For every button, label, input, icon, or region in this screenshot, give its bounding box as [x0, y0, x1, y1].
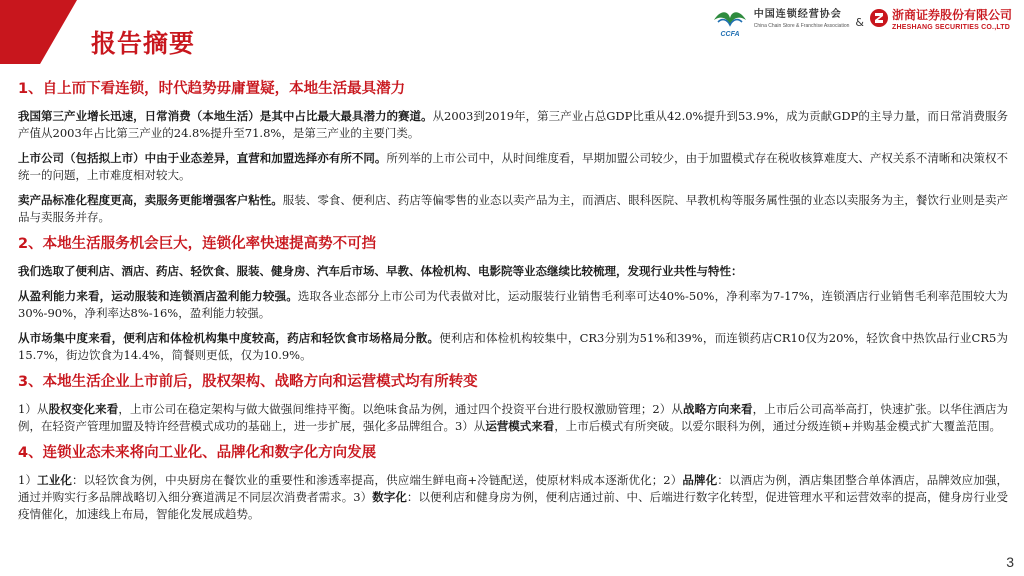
- zheshang-name-cn: 浙商证券股份有限公司: [891, 8, 1012, 22]
- paragraph-lead: 卖产品标准化程度更高，卖服务更能增强客户粘性。: [18, 193, 283, 207]
- page-number: 3: [1006, 554, 1014, 570]
- logo-separator: &: [855, 16, 864, 29]
- paragraph: [18, 150, 1008, 184]
- paragraph-lead: 从市场集中度来看，便利店和体检机构集中度较高，药店和轻饮食市场格局分散。: [18, 331, 440, 345]
- paragraph-lead: 我们选取了便利店、酒店、药店、轻饮食、服装、健身房、汽车后市场、早教、体检机构、电影院等业态继续比较梳理，发现行业共性与特性：: [18, 264, 743, 278]
- zheshang-emblem-icon: [870, 9, 888, 27]
- section-heading-2: 2、本地生活服务机会巨大，连锁化率快速提高势不可挡: [18, 236, 377, 252]
- ccfa-mark-text: CCFA: [720, 31, 740, 38]
- paragraph-lead: 我国第三产业增长迅速，日常消费（本地生活）是其中占比最大最具潜力的赛道。: [18, 109, 433, 123]
- paragraph-body: 服装、零食、便利店、药店等偏零售的业态以卖产品为主，而酒店、眼科医院、早教机构等服务属性强的业态以卖服务为主，餐饮行业则是卖产品与卖服务并存。: [18, 193, 1009, 224]
- paragraph-body: 便利店和体检机构较集中，CR3分别为51%和39%，而连锁药店CR10仅为20%，轻饮食中热饮品行业CR5为15.7%，街边饮食为14.4%，简餐则更低，仅为10.9%。: [18, 331, 1008, 362]
- header-logos: [710, 8, 1012, 44]
- paragraph-emphasis: 数字化: [372, 490, 407, 504]
- paragraph: [18, 108, 1008, 142]
- report-summary: [18, 80, 1008, 523]
- paragraph-body: 所列举的上市公司中，从时间维度看，早期加盟公司较少，由于加盟模式存在税收核算难度大、产权关系不清晰和决策权不统一的问题，上市难度相对较大。: [18, 151, 1008, 182]
- paragraph: [18, 263, 1008, 280]
- paragraph: [18, 330, 1008, 364]
- paragraph-emphasis: 品牌化: [682, 473, 718, 487]
- paragraph-lead: 上市公司（包括拟上市）中由于业态差异，直营和加盟选择亦有所不同。: [18, 151, 387, 165]
- paragraph-lead: 从盈利能力来看，运动服装和连锁酒店盈利能力较强。: [18, 289, 298, 303]
- section-heading-3: 3、本地生活企业上市前后，股权架构、战略方向和运营模式均有所转变: [18, 374, 478, 390]
- paragraph-emphasis: 战略方向来看: [683, 402, 753, 416]
- paragraph: [18, 192, 1008, 226]
- ccfa-emblem-icon: [710, 8, 750, 38]
- paragraph-body: 选取各业态部分上市公司为代表做对比，运动服装行业销售毛利率可达40%-50%，净利率为7-17%，连锁酒店行业销售毛利率范围较大为30%-90%，净利率达8%-16%，盈利能力较强。: [18, 289, 1009, 320]
- zheshang-logo: [870, 8, 1012, 33]
- zheshang-name-en: ZHESHANG SECURITIES CO.,LTD: [891, 24, 1011, 31]
- ccfa-name-cn: 中国连锁经营协会: [753, 9, 842, 20]
- ccfa-name-en: China Chain Store & Franchise Association: [753, 23, 850, 29]
- section-heading-4: 4、连锁业态未来将向工业化、品牌化和数字化方向发展: [18, 445, 377, 461]
- section-heading-1: 1、自上而下看连锁，时代趋势毋庸置疑，本地生活最具潜力: [18, 81, 406, 97]
- paragraph-emphasis: 工业化: [37, 473, 72, 487]
- paragraph-emphasis: 运营模式来看: [485, 419, 555, 433]
- page-title: 报告摘要: [91, 29, 196, 58]
- paragraph-body: 从2003到2019年，第三产业占总GDP比重从42.0%提升到53.9%，成为贡献GDP的主导力量，而日常消费服务产值从2003年占比第三产业的24.8%提升至71.8%，是第三产业的主要门类。: [18, 109, 1008, 140]
- paragraph: [18, 288, 1008, 322]
- ccfa-logo: [710, 8, 850, 38]
- paragraph: 1）从股权变化来看，上市公司在稳定架构与做大做强间维持平衡。以绝味食品为例，通过四个投资平台进行股权激励管理；2）从战略方向来看，上市后公司高举高打，快速扩张。以华住酒店为例，在轻资产管理加盟及特许经营模式成功的基础上，进一步扩展，强化多品牌组合。3）从运营模式来看，上市后模式有所突破。以爱尔眼科为例，通过分级连锁+并购基金模式扩大覆盖范围。: [18, 402, 1009, 433]
- paragraph: 1）工业化：以轻饮食为例，中央厨房在餐饮业的重要性和渗透率提高，供应端生鲜电商+冷链配送，使原材料成本逐渐优化；2）品牌化：以酒店为例，酒店集团整合单体酒店，品牌效应加强，通过并购实行多品牌战略切入细分赛道满足不同层次消费者需求。3）数字化：以便利店和健身房为例，便利店通过前、中、后端进行数字化转型，促进管理水平和运营效率的提高，健身房行业受疫情催化，加速线上布局，智能化发展成趋势。: [18, 473, 1008, 521]
- header-accent-bar: [0, 0, 77, 64]
- paragraph-emphasis: 股权变化来看: [48, 402, 119, 416]
